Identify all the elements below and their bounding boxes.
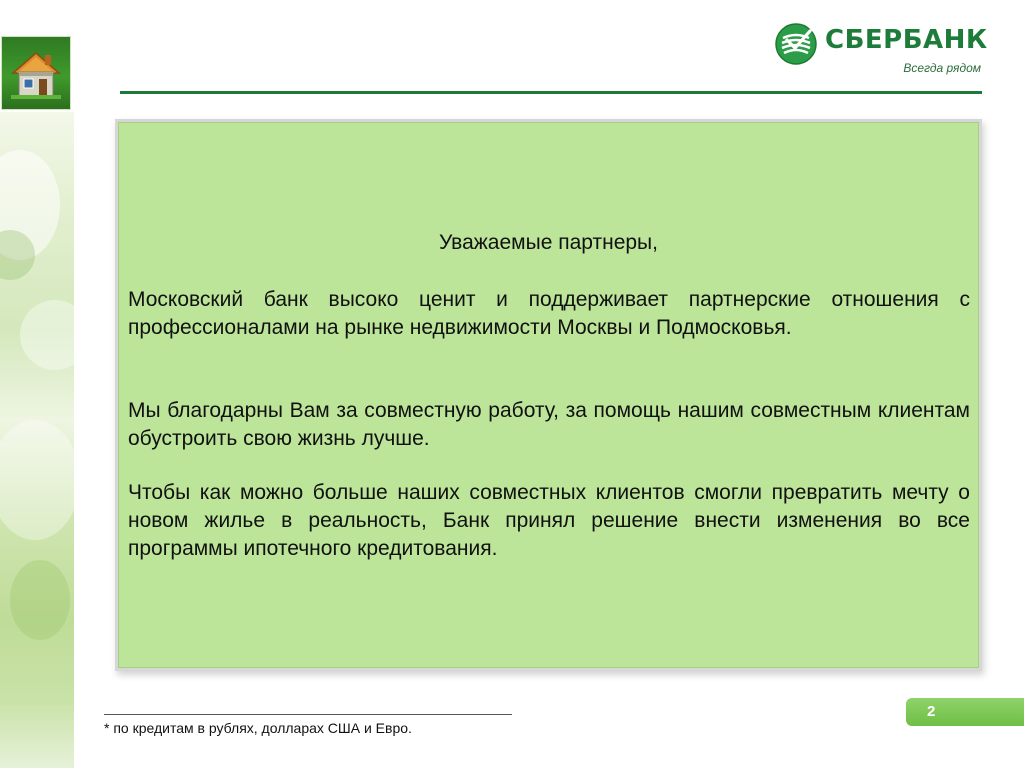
- footnote: * по кредитам в рублях, долларах США и Евро.: [104, 720, 412, 736]
- paragraph-gratitude: Мы благодарны Вам за совместную работу, за помощь нашим совместным клиентам обустроить свою жизнь лучше.: [128, 399, 970, 450]
- decorative-bokeh: [10, 560, 70, 640]
- house-icon: [7, 45, 65, 103]
- sberbank-logo-icon: [774, 22, 818, 66]
- house-tile: [1, 36, 71, 110]
- page-number: 2: [906, 698, 1024, 726]
- brand-slogan: Всегда рядом: [903, 61, 981, 75]
- paragraph-mortgage-changes: Чтобы как можно больше наших совместных клиентов смогли превратить мечту о новом жилье в реальность, Банк принял решение внести изменения во все программы ипотечного кредитования.: [128, 481, 970, 560]
- message-panel: [118, 122, 979, 668]
- decorative-side-strip: [0, 0, 74, 768]
- brand-name: СБЕРБАНК: [825, 25, 988, 55]
- paragraph-partnership: Московский банк высоко ценит и поддерживает партнерские отношения с профессионалами на рынке недвижимости Москвы и Подмосковья.: [128, 288, 970, 339]
- decorative-bokeh: [20, 300, 74, 370]
- sberbank-logo: [774, 22, 986, 78]
- footnote-divider: [104, 714, 512, 715]
- header-divider: [120, 91, 982, 94]
- greeting: Уважаемые партнеры,: [439, 231, 658, 254]
- decorative-bokeh: [0, 420, 74, 540]
